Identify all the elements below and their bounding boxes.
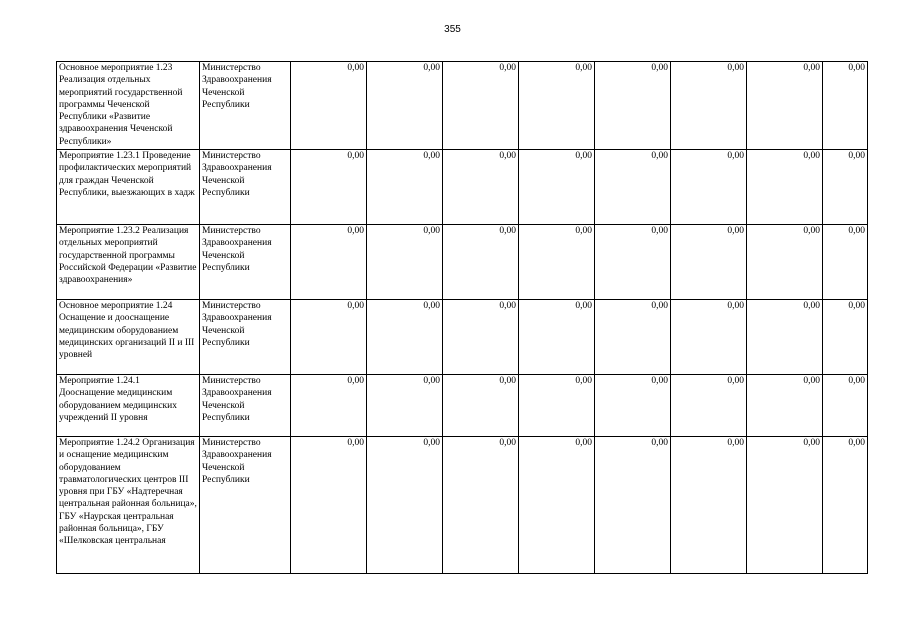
funding-value: 0,00 (823, 437, 868, 574)
funding-value: 0,00 (367, 375, 443, 437)
funding-value: 0,00 (747, 62, 823, 150)
funding-value: 0,00 (595, 375, 671, 437)
funding-value: 0,00 (519, 437, 595, 574)
funding-value: 0,00 (823, 225, 868, 300)
table-row (57, 225, 868, 300)
funding-value: 0,00 (823, 62, 868, 150)
funding-value: 0,00 (823, 375, 868, 437)
funding-value: 0,00 (519, 62, 595, 150)
funding-value: 0,00 (443, 225, 519, 300)
executor-name: Министерство Здравоохранения Чеченской Республики (202, 151, 272, 198)
table-row (57, 62, 868, 150)
funding-value: 0,00 (747, 375, 823, 437)
funding-value: 0,00 (367, 225, 443, 300)
funding-value: 0,00 (443, 150, 519, 225)
funding-value: 0,00 (595, 150, 671, 225)
funding-value: 0,00 (291, 62, 367, 150)
funding-value: 0,00 (823, 300, 868, 375)
funding-value: 0,00 (671, 437, 747, 574)
executor-name: Министерство Здравоохранения Чеченской Республики (202, 63, 272, 110)
funding-value: 0,00 (747, 300, 823, 375)
funding-value: 0,00 (443, 375, 519, 437)
executor-cell (200, 375, 291, 437)
funding-value: 0,00 (747, 437, 823, 574)
table-row (57, 437, 868, 574)
executor-cell (200, 225, 291, 300)
activity-name: Основное мероприятие 1.24 Оснащение и дооснащение медицинским оборудованием медицинских организаций II и III уровней (57, 300, 200, 375)
funding-value: 0,00 (595, 62, 671, 150)
activity-name: Основное мероприятие 1.23 Реализация отдельных мероприятий государственной программы Чеченской Республики «Развитие здравоохранения Чеченской Республики» (57, 62, 200, 150)
funding-value: 0,00 (367, 62, 443, 150)
funding-value: 0,00 (367, 150, 443, 225)
funding-value: 0,00 (291, 225, 367, 300)
funding-value: 0,00 (291, 300, 367, 375)
funding-value: 0,00 (367, 300, 443, 375)
funding-value: 0,00 (671, 300, 747, 375)
budget-table (56, 61, 868, 574)
funding-value: 0,00 (671, 225, 747, 300)
funding-value: 0,00 (595, 437, 671, 574)
table-row (57, 150, 868, 225)
budget-table-body (57, 62, 868, 574)
funding-value: 0,00 (519, 225, 595, 300)
funding-value: 0,00 (443, 62, 519, 150)
funding-value: 0,00 (671, 150, 747, 225)
funding-value: 0,00 (291, 150, 367, 225)
funding-value: 0,00 (671, 62, 747, 150)
funding-value: 0,00 (823, 150, 868, 225)
activity-name: Мероприятие 1.23.2 Реализация отдельных мероприятий государственной программы Российской Федерации «Развитие здравоохранения» (57, 225, 200, 300)
funding-value: 0,00 (443, 300, 519, 375)
funding-value: 0,00 (595, 300, 671, 375)
funding-value: 0,00 (519, 300, 595, 375)
funding-value: 0,00 (291, 375, 367, 437)
executor-cell (200, 300, 291, 375)
funding-value: 0,00 (443, 437, 519, 574)
funding-value: 0,00 (519, 150, 595, 225)
executor-name: Министерство Здравоохранения Чеченской Республики (202, 376, 272, 423)
activity-name: Мероприятие 1.23.1 Проведение профилактических мероприятий для граждан Чеченской Республики, выезжающих в хадж (57, 150, 200, 225)
activity-name: Мероприятие 1.24.2 Организация и оснащение медицинским оборудованием травматологических центров III уровня при ГБУ «Надтеречная центральная районная больница», ГБУ «Наурская центральная районная больница», ГБУ «Шелковская центральная (57, 437, 200, 574)
funding-value: 0,00 (747, 225, 823, 300)
executor-cell (200, 62, 291, 150)
executor-name: Министерство Здравоохранения Чеченской Республики (202, 438, 272, 485)
funding-value: 0,00 (595, 225, 671, 300)
funding-value: 0,00 (367, 437, 443, 574)
funding-value: 0,00 (291, 437, 367, 574)
executor-cell (200, 150, 291, 225)
table-row (57, 300, 868, 375)
funding-value: 0,00 (747, 150, 823, 225)
executor-cell (200, 437, 291, 574)
funding-value: 0,00 (671, 375, 747, 437)
table-row (57, 375, 868, 437)
executor-name: Министерство Здравоохранения Чеченской Республики (202, 301, 272, 348)
executor-name: Министерство Здравоохранения Чеченской Республики (202, 226, 272, 273)
activity-name: Мероприятие 1.24.1 Дооснащение медицинским оборудованием медицинских учреждений II уровня (57, 375, 200, 437)
funding-value: 0,00 (519, 375, 595, 437)
page-number: 355 (444, 24, 461, 35)
